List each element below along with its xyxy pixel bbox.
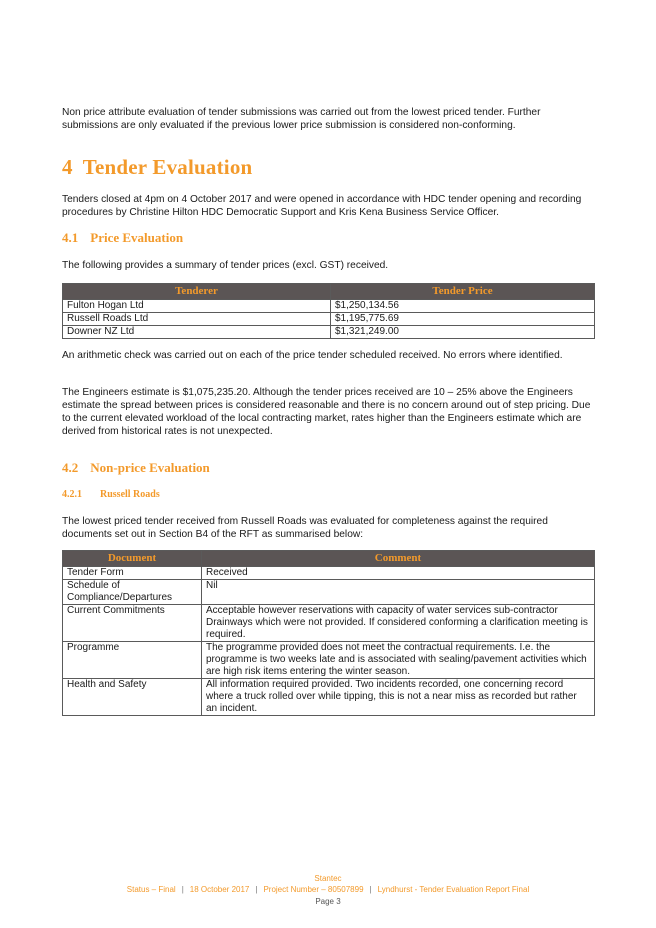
column-header: Document bbox=[63, 551, 202, 567]
comment-cell: Nil bbox=[202, 580, 595, 605]
price-cell: $1,250,134.56 bbox=[331, 300, 595, 313]
table-row bbox=[63, 326, 595, 339]
section-title: Russell Roads bbox=[100, 489, 160, 500]
footer-date: 18 October 2017 bbox=[189, 885, 250, 894]
footer-document-title: Lyndhurst - Tender Evaluation Report Final bbox=[377, 885, 530, 894]
column-header: Comment bbox=[202, 551, 595, 567]
section-number: 4 bbox=[62, 155, 73, 179]
table-row bbox=[63, 313, 595, 326]
table-header-row bbox=[63, 284, 595, 300]
document-cell: Programme bbox=[63, 642, 202, 679]
section-number: 4.2 bbox=[62, 460, 79, 475]
document-evaluation-table bbox=[62, 550, 595, 716]
price-cell: $1,321,249.00 bbox=[331, 326, 595, 339]
footer-separator: | bbox=[181, 885, 184, 894]
page-number: Page 3 bbox=[315, 897, 341, 906]
footer-separator: | bbox=[255, 885, 258, 894]
section-title: Non-price Evaluation bbox=[90, 460, 210, 475]
section-4-1-heading bbox=[62, 230, 183, 246]
table-header-row bbox=[63, 551, 595, 567]
table-row bbox=[63, 567, 595, 580]
table-row bbox=[63, 580, 595, 605]
comment-cell: All information required provided. Two incidents recorded, one concerning record where a truck rolled over while tipping, this is not a near miss as recorded but rather an incident. bbox=[202, 679, 595, 716]
section-number: 4.2.1 bbox=[62, 489, 82, 500]
section-4-heading bbox=[62, 155, 252, 180]
intro-paragraph: Non price attribute evaluation of tender submissions was carried out from the lowest priced tender. Further submissions are only evaluated if the previous lower price submission is considered non-conforming. bbox=[62, 107, 541, 131]
table-row bbox=[63, 300, 595, 313]
comment-cell: The programme provided does not meet the contractual requirements. I.e. the programme is two weeks late and is associated with sealing/pavement activities which are high risk items entering the winter season. bbox=[202, 642, 595, 679]
section-title: Price Evaluation bbox=[90, 230, 184, 245]
footer-project-number: Project Number – 80507899 bbox=[263, 885, 364, 894]
section-title: Tender Evaluation bbox=[82, 155, 253, 179]
column-header: Tender Price bbox=[331, 284, 595, 300]
section-4-2-heading bbox=[62, 460, 210, 476]
price-cell: $1,195,775.69 bbox=[331, 313, 595, 326]
tenderer-cell: Downer NZ Ltd bbox=[63, 326, 331, 339]
document-cell: Schedule of Compliance/Departures bbox=[63, 580, 202, 605]
tenderer-cell: Russell Roads Ltd bbox=[63, 313, 331, 326]
comment-cell: Received bbox=[202, 567, 595, 580]
footer-status: Status – Final bbox=[126, 885, 176, 894]
section-number: 4.1 bbox=[62, 230, 79, 245]
table-row bbox=[63, 642, 595, 679]
completeness-paragraph: The lowest priced tender received from Russell Roads was evaluated for completeness against the required documents set out in Section B4 of the RFT as summarised below: bbox=[62, 516, 548, 540]
engineers-estimate-paragraph: The Engineers estimate is $1,075,235.20. Although the tender prices received are 10 – 25% above the Engineers estimate the spread between prices is considered reasonable and there is no concern around out of step pricing. Due to the current elevated workload of the local contracting market, rates higher than the Engineers estimate which are derived from historical rates is not unexpected. bbox=[62, 387, 591, 437]
table-row bbox=[63, 605, 595, 642]
footer-info-line bbox=[0, 885, 656, 895]
table-row bbox=[63, 679, 595, 716]
footer-separator: | bbox=[369, 885, 372, 894]
tender-closing-paragraph: Tenders closed at 4pm on 4 October 2017 and were opened in accordance with HDC tender opening and recording procedures by Christine Hilton HDC Democratic Support and Kris Kena Business Service Officer. bbox=[62, 194, 582, 218]
document-cell: Tender Form bbox=[63, 567, 202, 580]
footer-brand: Stantec bbox=[314, 874, 342, 883]
price-summary-paragraph: The following provides a summary of tender prices (excl. GST) received. bbox=[62, 260, 389, 271]
document-cell: Health and Safety bbox=[63, 679, 202, 716]
document-cell: Current Commitments bbox=[63, 605, 202, 642]
tenderer-cell: Fulton Hogan Ltd bbox=[63, 300, 331, 313]
column-header: Tenderer bbox=[63, 284, 331, 300]
section-4-2-1-heading bbox=[62, 489, 160, 500]
tender-price-table bbox=[62, 283, 595, 339]
comment-cell: Acceptable however reservations with capacity of water services sub-contractor Drainways which were not provided. If considered conforming a clarification meeting is required. bbox=[202, 605, 595, 642]
arithmetic-check-paragraph: An arithmetic check was carried out on each of the price tender scheduled received. No errors where identified. bbox=[62, 350, 563, 361]
